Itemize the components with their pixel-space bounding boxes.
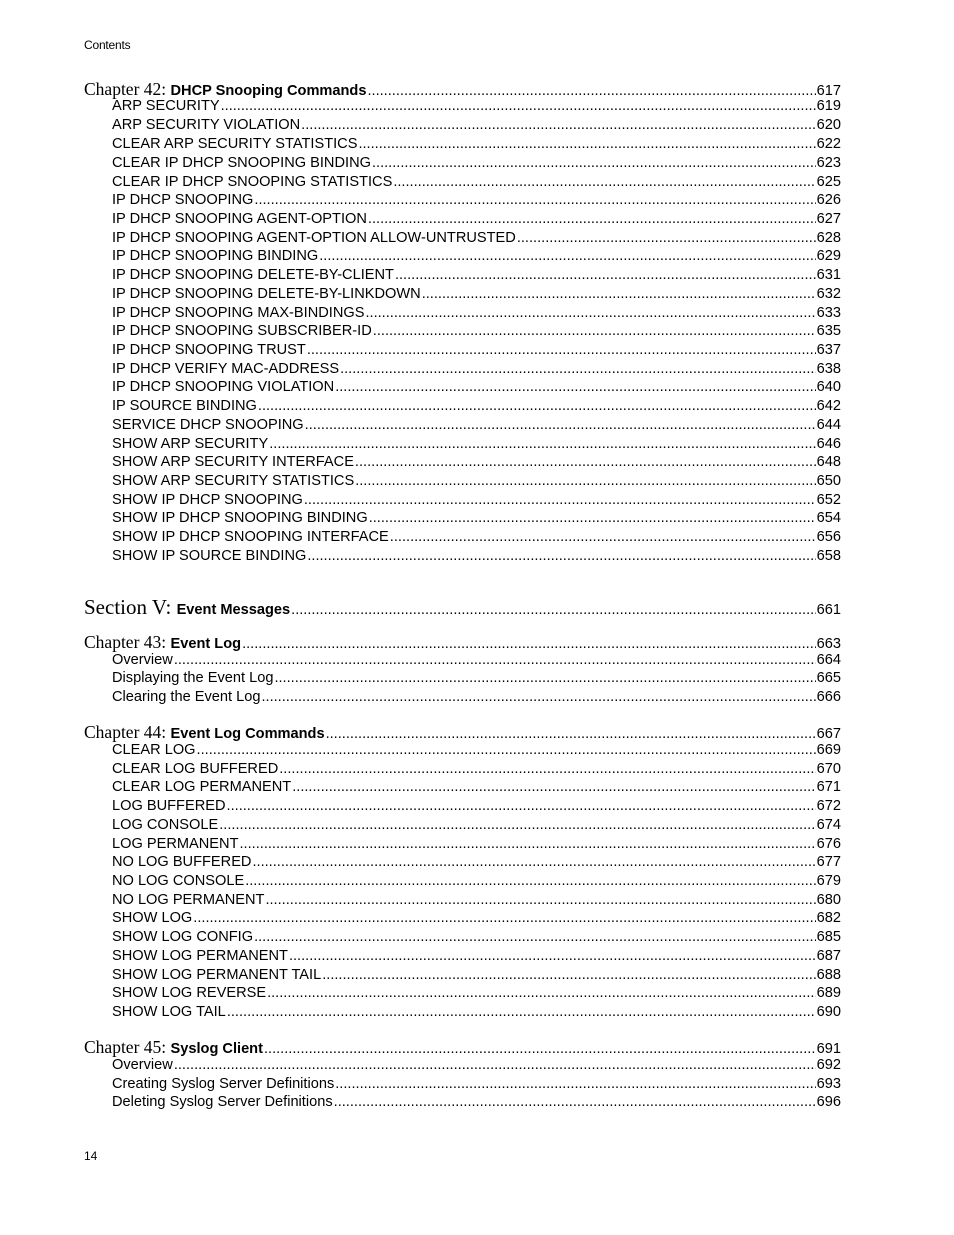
toc-entry[interactable] bbox=[84, 892, 841, 911]
toc-entry-title: SHOW IP DHCP SNOOPING INTERFACE bbox=[112, 529, 389, 545]
toc-entry[interactable] bbox=[84, 136, 841, 155]
toc-page-number: 652 bbox=[816, 492, 841, 508]
chapter-number: Chapter 44: bbox=[84, 722, 171, 742]
toc-page-number: 672 bbox=[816, 798, 841, 814]
toc-entry[interactable] bbox=[84, 761, 841, 780]
toc-page-number: 666 bbox=[816, 689, 841, 705]
toc-page-number: 650 bbox=[816, 473, 841, 489]
toc-page-number: 658 bbox=[816, 548, 841, 564]
dot-leader bbox=[422, 286, 816, 302]
toc-entry[interactable] bbox=[84, 473, 841, 492]
toc-page-number: 671 bbox=[816, 779, 841, 795]
toc-page-number: 632 bbox=[816, 286, 841, 302]
toc-page-number: 661 bbox=[816, 602, 841, 618]
dot-leader bbox=[395, 267, 816, 283]
toc-entry-title: SHOW LOG TAIL bbox=[112, 1004, 226, 1020]
toc-page-number: 692 bbox=[816, 1057, 841, 1073]
dot-leader bbox=[368, 211, 816, 227]
toc-page-number: 617 bbox=[816, 83, 841, 99]
toc-page-number: 680 bbox=[816, 892, 841, 908]
toc-entry-title: IP DHCP SNOOPING AGENT-OPTION bbox=[112, 211, 367, 227]
chapter-number: Chapter 43: bbox=[84, 632, 171, 652]
dot-leader bbox=[227, 798, 816, 814]
toc-page-number: 691 bbox=[816, 1041, 841, 1057]
running-header: Contents bbox=[84, 38, 131, 52]
dot-leader bbox=[174, 1057, 816, 1073]
dot-leader bbox=[307, 342, 816, 358]
toc-entry-title: Deleting Syslog Server Definitions bbox=[112, 1094, 333, 1110]
toc-entry[interactable] bbox=[84, 398, 841, 417]
toc-entry[interactable] bbox=[84, 510, 841, 529]
toc-entry-title: Creating Syslog Server Definitions bbox=[112, 1076, 335, 1092]
toc-page-number: 642 bbox=[816, 398, 841, 414]
toc-entry[interactable] bbox=[84, 670, 841, 689]
toc-entry[interactable] bbox=[84, 948, 841, 967]
toc-page-number: 674 bbox=[816, 817, 841, 833]
toc-page-number: 667 bbox=[816, 726, 841, 742]
toc-entry-title: NO LOG BUFFERED bbox=[112, 854, 252, 870]
dot-leader bbox=[355, 473, 815, 489]
chapter-title bbox=[84, 632, 241, 653]
toc-entry[interactable] bbox=[84, 174, 841, 193]
chapter-title bbox=[84, 79, 366, 100]
dot-leader bbox=[254, 929, 816, 945]
toc-entry-title: Overview bbox=[112, 1057, 173, 1073]
toc-page-number: 685 bbox=[816, 929, 841, 945]
toc-entry[interactable] bbox=[84, 779, 841, 798]
toc-page-number: 628 bbox=[816, 230, 841, 246]
toc-entry-title: ARP SECURITY VIOLATION bbox=[112, 117, 301, 133]
toc-page-number: 688 bbox=[816, 967, 841, 983]
toc-entry[interactable] bbox=[84, 98, 841, 117]
toc-entry-title: IP DHCP SNOOPING MAX-BINDINGS bbox=[112, 305, 365, 321]
toc-page-number: 640 bbox=[816, 379, 841, 395]
toc-page-number: 676 bbox=[816, 836, 841, 852]
toc-entry[interactable] bbox=[84, 689, 841, 708]
toc-page-number: 663 bbox=[816, 636, 841, 652]
toc-entry[interactable] bbox=[84, 286, 841, 305]
dot-leader bbox=[358, 136, 815, 152]
dot-leader bbox=[304, 492, 816, 508]
toc-page-number: 689 bbox=[816, 985, 841, 1001]
toc-entry[interactable] bbox=[84, 817, 841, 836]
dot-leader bbox=[367, 83, 815, 99]
toc-page-number: 664 bbox=[816, 652, 841, 668]
page-number: 14 bbox=[84, 1149, 98, 1163]
toc-entry-title: IP DHCP SNOOPING AGENT-OPTION ALLOW-UNTRUSTED bbox=[112, 230, 516, 246]
toc-entry[interactable] bbox=[84, 798, 841, 817]
dot-leader bbox=[393, 174, 815, 190]
toc-entry[interactable] bbox=[84, 492, 841, 511]
toc-page-number: 677 bbox=[816, 854, 841, 870]
toc-entry-title: SHOW ARP SECURITY bbox=[112, 436, 269, 452]
dot-leader bbox=[326, 726, 816, 742]
toc-entry-title: NO LOG PERMANENT bbox=[112, 892, 265, 908]
toc-entry-title: IP DHCP SNOOPING VIOLATION bbox=[112, 379, 335, 395]
toc-entry[interactable] bbox=[84, 985, 841, 1004]
dot-leader bbox=[307, 548, 815, 564]
section-number: Section V: bbox=[84, 595, 177, 619]
toc-page-number: 690 bbox=[816, 1004, 841, 1020]
toc-section-heading[interactable] bbox=[84, 595, 841, 621]
chapter-number: Chapter 45: bbox=[84, 1037, 171, 1057]
toc-entry-title: SHOW LOG bbox=[112, 910, 193, 926]
toc-entry[interactable] bbox=[84, 854, 841, 873]
chapter-name: Syslog Client bbox=[170, 1041, 263, 1057]
dot-leader bbox=[245, 873, 815, 889]
toc-entry[interactable] bbox=[84, 1094, 841, 1113]
toc-entry[interactable] bbox=[84, 929, 841, 948]
chapter-name: Event Log Commands bbox=[170, 726, 325, 742]
toc-entry-title: SHOW LOG REVERSE bbox=[112, 985, 267, 1001]
toc-entry[interactable] bbox=[84, 454, 841, 473]
dot-leader bbox=[242, 636, 816, 652]
toc-entry-title: CLEAR LOG bbox=[112, 742, 196, 758]
toc-entry[interactable] bbox=[84, 323, 841, 342]
toc-entry-title: CLEAR IP DHCP SNOOPING STATISTICS bbox=[112, 174, 393, 190]
toc-entry-title: SHOW IP DHCP SNOOPING BINDING bbox=[112, 510, 368, 526]
dot-leader bbox=[291, 602, 816, 618]
toc-page-number: 633 bbox=[816, 305, 841, 321]
toc-entry-title: Displaying the Event Log bbox=[112, 670, 274, 686]
toc-page-number: 644 bbox=[816, 417, 841, 433]
dot-leader bbox=[335, 379, 815, 395]
toc-entry-title: IP DHCP SNOOPING DELETE-BY-CLIENT bbox=[112, 267, 394, 283]
dot-leader bbox=[335, 1076, 815, 1092]
dot-leader bbox=[269, 436, 815, 452]
toc-entry[interactable] bbox=[84, 910, 841, 929]
toc-chapter-heading[interactable] bbox=[84, 1037, 841, 1059]
dot-leader bbox=[373, 323, 816, 339]
toc-page-number: 656 bbox=[816, 529, 841, 545]
toc-entry-title: IP DHCP SNOOPING BINDING bbox=[112, 248, 319, 264]
dot-leader bbox=[289, 948, 816, 964]
dot-leader bbox=[292, 779, 815, 795]
toc-entry[interactable] bbox=[84, 230, 841, 249]
toc-page-number: 648 bbox=[816, 454, 841, 470]
toc-entry[interactable] bbox=[84, 361, 841, 380]
toc-entry[interactable] bbox=[84, 742, 841, 761]
toc-entry-title: IP SOURCE BINDING bbox=[112, 398, 257, 414]
toc-entry-title: SHOW LOG CONFIG bbox=[112, 929, 254, 945]
toc-page-number: 687 bbox=[816, 948, 841, 964]
toc-entry-title: IP DHCP SNOOPING DELETE-BY-LINKDOWN bbox=[112, 286, 421, 302]
toc-entry[interactable] bbox=[84, 967, 841, 986]
toc-page-number: 670 bbox=[816, 761, 841, 777]
dot-leader bbox=[301, 117, 815, 133]
chapter-title bbox=[84, 722, 325, 743]
toc-entry-title: LOG BUFFERED bbox=[112, 798, 226, 814]
toc-page-number: 626 bbox=[816, 192, 841, 208]
toc-entry-title: SHOW LOG PERMANENT TAIL bbox=[112, 967, 322, 983]
dot-leader bbox=[340, 361, 816, 377]
dot-leader bbox=[219, 817, 815, 833]
toc-entry[interactable] bbox=[84, 417, 841, 436]
toc-entry[interactable] bbox=[84, 548, 841, 567]
toc-entry-title: IP DHCP SNOOPING TRUST bbox=[112, 342, 306, 358]
dot-leader bbox=[517, 230, 816, 246]
toc-entry[interactable] bbox=[84, 436, 841, 455]
toc-entry-title: NO LOG CONSOLE bbox=[112, 873, 245, 889]
dot-leader bbox=[319, 248, 815, 264]
toc-page-number: 622 bbox=[816, 136, 841, 152]
toc-entry[interactable] bbox=[84, 836, 841, 855]
toc-page-number: 620 bbox=[816, 117, 841, 133]
section-title bbox=[84, 595, 290, 620]
toc-page-number: 635 bbox=[816, 323, 841, 339]
toc-page-number: 638 bbox=[816, 361, 841, 377]
toc-entry-title: CLEAR IP DHCP SNOOPING BINDING bbox=[112, 155, 371, 171]
dot-leader bbox=[197, 742, 816, 758]
toc-entry[interactable] bbox=[84, 652, 841, 671]
toc-entry-title: SHOW IP DHCP SNOOPING bbox=[112, 492, 303, 508]
toc-entry-title: LOG CONSOLE bbox=[112, 817, 219, 833]
toc-entry-title: IP DHCP VERIFY MAC-ADDRESS bbox=[112, 361, 340, 377]
toc-page-number: 646 bbox=[816, 436, 841, 452]
toc-entry[interactable] bbox=[84, 305, 841, 324]
toc-entry[interactable] bbox=[84, 379, 841, 398]
toc-page-number: 682 bbox=[816, 910, 841, 926]
chapter-name: Event Log bbox=[170, 636, 242, 652]
dot-leader bbox=[365, 305, 815, 321]
toc-entry[interactable] bbox=[84, 117, 841, 136]
toc-entry[interactable] bbox=[84, 267, 841, 286]
toc-page-number: 669 bbox=[816, 742, 841, 758]
toc-page-number: 665 bbox=[816, 670, 841, 686]
toc-chapter-heading[interactable] bbox=[84, 632, 841, 654]
dot-leader bbox=[279, 761, 815, 777]
dot-leader bbox=[174, 652, 816, 668]
dot-leader bbox=[390, 529, 816, 545]
toc-entry-title: SERVICE DHCP SNOOPING bbox=[112, 417, 304, 433]
toc-page-number: 627 bbox=[816, 211, 841, 227]
toc-entry-title: Overview bbox=[112, 652, 173, 668]
toc-chapter-heading[interactable] bbox=[84, 722, 841, 744]
dot-leader bbox=[372, 155, 816, 171]
dot-leader bbox=[193, 910, 815, 926]
toc-page-number: 679 bbox=[816, 873, 841, 889]
dot-leader bbox=[258, 398, 816, 414]
dot-leader bbox=[240, 836, 816, 852]
dot-leader bbox=[322, 967, 815, 983]
dot-leader bbox=[261, 689, 815, 705]
toc-entry[interactable] bbox=[84, 211, 841, 230]
dot-leader bbox=[252, 854, 815, 870]
dot-leader bbox=[227, 1004, 816, 1020]
section-name: Event Messages bbox=[176, 602, 291, 618]
toc-entry[interactable] bbox=[84, 1004, 841, 1023]
toc-entry-title: IP DHCP SNOOPING bbox=[112, 192, 254, 208]
toc-entry-title: CLEAR LOG PERMANENT bbox=[112, 779, 292, 795]
dot-leader bbox=[274, 670, 815, 686]
dot-leader bbox=[267, 985, 816, 1001]
toc-entry[interactable] bbox=[84, 1057, 841, 1076]
toc-page-number: 631 bbox=[816, 267, 841, 283]
toc-page-number: 619 bbox=[816, 98, 841, 114]
toc-page-number: 623 bbox=[816, 155, 841, 171]
dot-leader bbox=[355, 454, 816, 470]
toc-entry-title: SHOW ARP SECURITY INTERFACE bbox=[112, 454, 354, 470]
dot-leader bbox=[265, 892, 815, 908]
dot-leader bbox=[334, 1094, 816, 1110]
toc-page-number: 625 bbox=[816, 174, 841, 190]
toc-page-number: 629 bbox=[816, 248, 841, 264]
toc-entry[interactable] bbox=[84, 192, 841, 211]
toc-entry-title: SHOW ARP SECURITY STATISTICS bbox=[112, 473, 355, 489]
toc-page-number: 693 bbox=[816, 1076, 841, 1092]
toc-entry[interactable] bbox=[84, 873, 841, 892]
toc-page-number: 637 bbox=[816, 342, 841, 358]
chapter-number: Chapter 42: bbox=[84, 79, 171, 99]
chapter-title bbox=[84, 1037, 263, 1058]
toc-entry-title: Clearing the Event Log bbox=[112, 689, 261, 705]
toc-entry-title: CLEAR ARP SECURITY STATISTICS bbox=[112, 136, 358, 152]
toc-page-number: 654 bbox=[816, 510, 841, 526]
toc-entry[interactable] bbox=[84, 248, 841, 267]
dot-leader bbox=[305, 417, 816, 433]
toc-entry-title: CLEAR LOG BUFFERED bbox=[112, 761, 279, 777]
toc-entry[interactable] bbox=[84, 1076, 841, 1095]
toc-entry[interactable] bbox=[84, 342, 841, 361]
dot-leader bbox=[264, 1041, 816, 1057]
toc-entry-title: ARP SECURITY bbox=[112, 98, 220, 114]
toc-entry-title: LOG PERMANENT bbox=[112, 836, 239, 852]
toc-entry[interactable] bbox=[84, 529, 841, 548]
dot-leader bbox=[221, 98, 816, 114]
toc-entry-title: SHOW LOG PERMANENT bbox=[112, 948, 288, 964]
toc-page-number: 696 bbox=[816, 1094, 841, 1110]
chapter-name: DHCP Snooping Commands bbox=[170, 83, 367, 99]
dot-leader bbox=[254, 192, 815, 208]
dot-leader bbox=[369, 510, 816, 526]
toc-entry-title: IP DHCP SNOOPING SUBSCRIBER-ID bbox=[112, 323, 372, 339]
toc-entry[interactable] bbox=[84, 155, 841, 174]
toc-entry-title: SHOW IP SOURCE BINDING bbox=[112, 548, 307, 564]
